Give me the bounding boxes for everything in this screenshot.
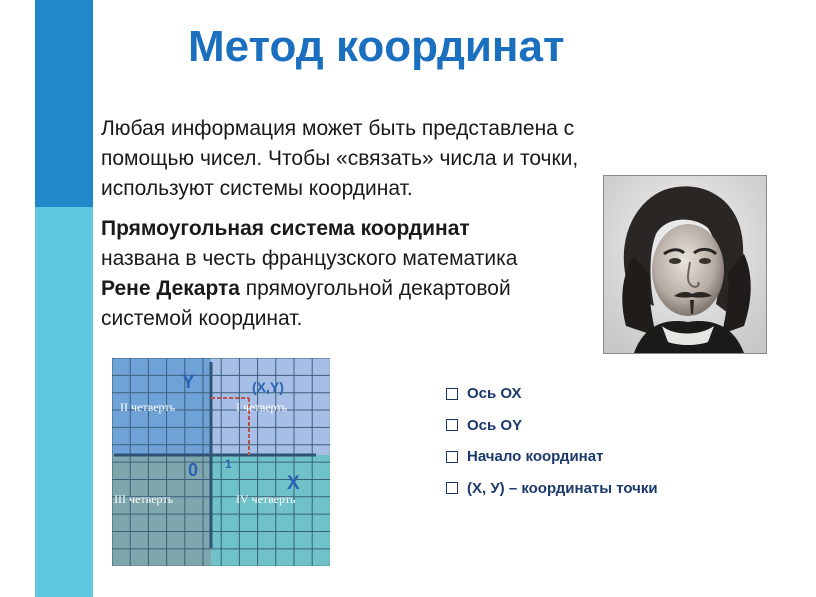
checkbox-bullet-icon [446,419,458,431]
definition-text-1: названа в честь французского математика [101,247,518,270]
coordinate-plane-diagram [112,358,330,566]
list-item-label: Ось ОХ [467,385,522,403]
unit-label: 1 [225,457,232,471]
point-label: (X,Y) [252,379,284,395]
definition-term: Прямоугольная система координат [101,217,470,240]
quadrant-2-label: II четверть [120,400,176,414]
checkbox-bullet-icon [446,482,458,494]
y-axis-label: Y [182,372,195,393]
list-item [446,410,658,442]
portrait-image [604,176,766,353]
intro-paragraph [101,114,661,204]
coordinate-plane [112,358,330,566]
quadrant-1-label: I четверть [236,400,288,414]
list-item-label: Начало координат [467,448,604,466]
definition-text-3: системой координат. [101,307,303,330]
list-item [446,378,658,410]
list-item-label: (Х, У) – координаты точки [467,479,658,497]
side-accent-bar-top [35,0,93,207]
intro-line-3: используют системы координат. [101,177,413,200]
descartes-name: Рене Декарта [101,277,240,300]
intro-line-1: Любая информация может быть представлена с [101,117,575,140]
quadrant-3-label: III четверть [114,492,174,506]
x-axis-label: X [287,473,300,494]
list-item [446,473,658,505]
definition-paragraph [101,214,591,334]
origin-label: 0 [188,460,199,480]
descartes-portrait [603,175,767,354]
checkbox-bullet-icon [446,388,458,400]
intro-line-2: помощью чисел. Чтобы «связать» числа и точки, [101,147,579,170]
quadrant-4-label: IV четверть [236,492,296,506]
side-accent-bar [35,0,93,597]
definition-text-2: прямоугольной декартовой [239,277,511,300]
list-item [446,441,658,473]
checkbox-bullet-icon [446,451,458,463]
slide-title: Метод координат [188,22,565,71]
concept-list [446,378,658,504]
list-item-label: Ось ОY [467,416,523,434]
